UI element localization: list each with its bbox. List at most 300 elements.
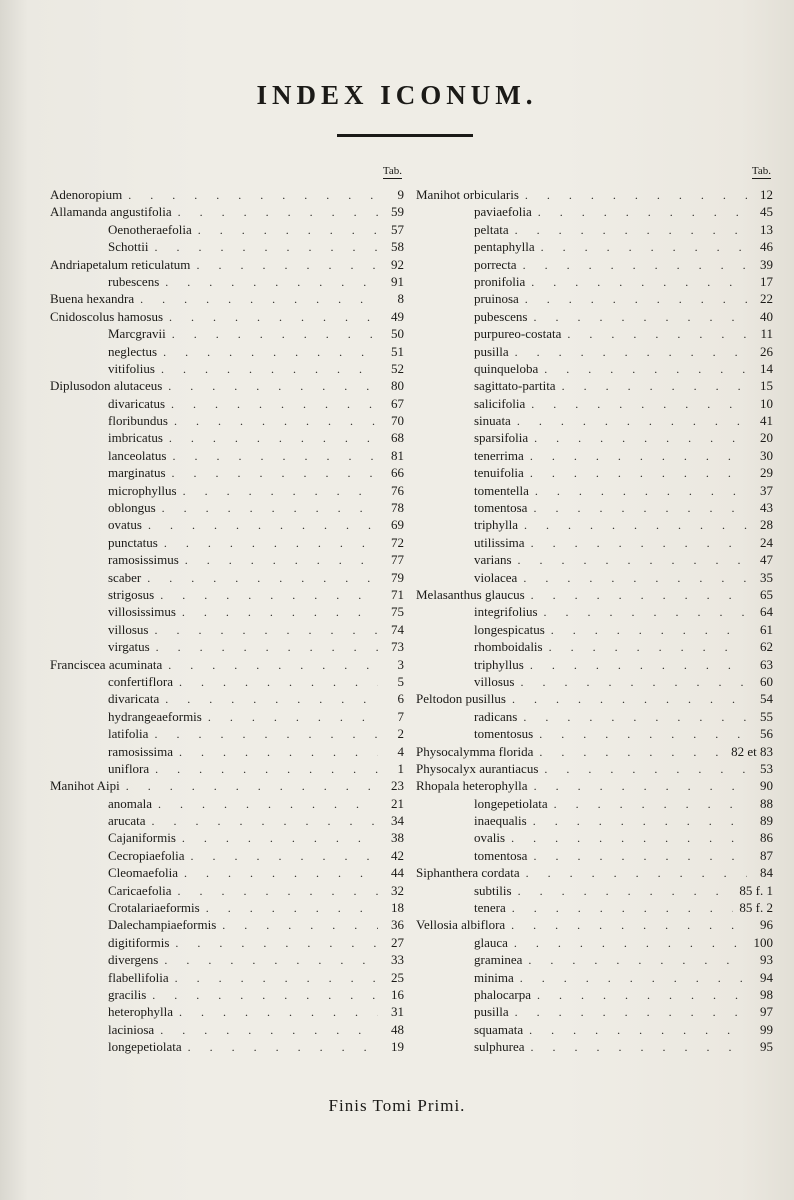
index-entry	[416, 482, 773, 499]
plate-number: 14	[760, 360, 773, 376]
plate-number: 96	[760, 917, 773, 933]
index-entry	[50, 534, 404, 551]
dot-leader	[533, 309, 747, 326]
plate-number: 31	[391, 1004, 404, 1020]
plate-number: 71	[391, 586, 404, 602]
plate-number: 91	[391, 273, 404, 289]
dot-leader	[160, 587, 378, 604]
index-entry	[50, 760, 404, 777]
plate-number: 34	[391, 813, 404, 829]
index-entry	[416, 464, 773, 481]
species-name: heterophylla	[108, 1004, 173, 1020]
plate-number: 26	[760, 343, 773, 359]
dot-leader	[154, 726, 378, 743]
index-entry	[50, 708, 404, 725]
dot-leader	[179, 1004, 378, 1021]
plate-number: 67	[391, 395, 404, 411]
plate-number: 87	[760, 847, 773, 863]
species-name: Oenotheraefolia	[108, 221, 192, 237]
plate-number: 3	[397, 656, 404, 672]
index-entry	[50, 308, 404, 325]
dot-leader	[165, 691, 378, 708]
dot-leader	[531, 396, 747, 413]
dot-leader	[533, 813, 747, 830]
dot-leader	[562, 378, 747, 395]
dot-leader	[524, 517, 747, 534]
index-entry	[50, 777, 404, 794]
species-name: ovalis	[474, 830, 506, 846]
dot-leader	[551, 622, 747, 639]
species-name: tomentosa	[474, 847, 528, 863]
dot-leader	[206, 900, 378, 917]
species-name: Siphanthera cordata	[416, 865, 520, 881]
plate-number: 76	[391, 482, 404, 498]
index-entry	[416, 186, 773, 203]
dot-leader	[169, 430, 378, 447]
species-name: Cleomaefolia	[108, 865, 179, 881]
species-name: peltata	[474, 221, 509, 237]
species-name: integrifolius	[474, 604, 538, 620]
plate-number: 97	[760, 1004, 773, 1020]
plate-number: 70	[391, 413, 404, 429]
plate-number: 30	[760, 447, 773, 463]
plate-number: 93	[760, 952, 773, 968]
plate-number: 77	[391, 552, 404, 568]
species-name: sparsifolia	[474, 430, 529, 446]
index-entry	[416, 673, 773, 690]
dot-leader	[544, 604, 747, 621]
plate-number: 20	[760, 430, 773, 446]
dot-leader	[161, 361, 378, 378]
dot-leader	[163, 344, 378, 361]
plate-number: 60	[760, 673, 773, 689]
index-entry	[50, 325, 404, 342]
species-name: arucata	[108, 813, 146, 829]
dot-leader	[535, 483, 747, 500]
species-name: uniflora	[108, 760, 150, 776]
dot-leader	[222, 917, 378, 934]
plate-number: 2	[397, 726, 404, 742]
plate-number: 72	[391, 534, 404, 550]
species-name: marginatus	[108, 465, 166, 481]
index-entry	[50, 412, 404, 429]
dot-leader	[526, 865, 747, 882]
species-name: salicifolia	[474, 395, 526, 411]
index-entry	[50, 586, 404, 603]
species-name: Melasanthus glaucus	[416, 586, 525, 602]
index-entry	[416, 847, 773, 864]
dot-leader	[544, 361, 747, 378]
species-name: ovatus	[108, 517, 142, 533]
dot-leader	[169, 309, 378, 326]
dot-leader	[520, 970, 747, 987]
plate-number: 40	[760, 308, 773, 324]
dot-leader	[518, 552, 747, 569]
index-entry	[416, 621, 773, 638]
dot-leader	[512, 691, 747, 708]
plate-number: 94	[760, 969, 773, 985]
dot-leader	[152, 987, 378, 1004]
species-name: varians	[474, 552, 512, 568]
dot-leader	[182, 604, 378, 621]
dot-leader	[514, 935, 747, 952]
species-name: Crotalariaeformis	[108, 900, 200, 916]
dot-leader	[172, 465, 378, 482]
species-name: Peltodon pusillus	[416, 691, 506, 707]
species-name: Cnidoscolus hamosus	[50, 308, 164, 324]
plate-number: 39	[760, 256, 773, 272]
index-entry	[416, 638, 773, 655]
index-entry	[50, 743, 404, 760]
dot-leader	[178, 204, 378, 221]
species-name: anomala	[108, 795, 153, 811]
species-name: triphylla	[474, 517, 519, 533]
plate-number: 35	[760, 569, 773, 585]
dot-leader	[531, 587, 747, 604]
dot-leader	[512, 900, 734, 917]
dot-leader	[520, 674, 747, 691]
index-entry	[50, 864, 404, 881]
plate-number: 9	[397, 187, 404, 202]
index-entry	[50, 203, 404, 220]
dot-leader	[174, 413, 378, 430]
plate-number: 15	[760, 378, 773, 394]
index-entry	[50, 482, 404, 499]
dot-leader	[530, 448, 747, 465]
dot-leader	[165, 274, 378, 291]
dot-leader	[198, 222, 378, 239]
dot-leader	[183, 483, 378, 500]
species-name: tomentella	[474, 482, 529, 498]
plate-number: 85 f. 2	[739, 900, 773, 916]
dot-leader	[182, 830, 378, 847]
species-name: Diplusodon alutaceus	[50, 378, 163, 394]
plate-number: 98	[760, 986, 773, 1002]
plate-number: 42	[391, 847, 404, 863]
dot-leader	[518, 883, 734, 900]
dot-leader	[168, 657, 378, 674]
species-name: Buena hexandra	[50, 291, 135, 307]
species-name: sulphurea	[474, 1039, 525, 1055]
index-entry	[50, 603, 404, 620]
dot-leader	[155, 761, 378, 778]
species-name: paviaefolia	[474, 204, 532, 220]
species-name: longepetiolata	[108, 1039, 182, 1055]
species-name: longespicatus	[474, 621, 545, 637]
species-name: sagittato-partita	[474, 378, 556, 394]
species-name: phalocarpa	[474, 986, 532, 1002]
plate-number: 57	[391, 221, 404, 237]
plate-number: 52	[391, 360, 404, 376]
plate-number: 88	[760, 795, 773, 811]
index-entry	[50, 343, 404, 360]
index-entry	[50, 499, 404, 516]
species-name: pubescens	[474, 308, 528, 324]
species-name: confertiflora	[108, 673, 173, 689]
index-entry	[50, 795, 404, 812]
dot-leader	[511, 917, 747, 934]
plate-number: 6	[397, 691, 404, 707]
plate-number: 48	[391, 1021, 404, 1037]
index-entry	[416, 603, 773, 620]
index-entry	[416, 499, 773, 516]
index-entry	[50, 673, 404, 690]
plate-number: 27	[391, 934, 404, 950]
dot-leader	[531, 535, 747, 552]
plate-number: 4	[397, 743, 404, 759]
dot-leader	[188, 1039, 378, 1056]
index-entry	[416, 916, 773, 933]
dot-leader	[515, 1004, 747, 1021]
tab-label: Tab.	[751, 165, 771, 177]
species-name: Allamanda angustifolia	[50, 204, 172, 220]
species-name: minima	[474, 969, 514, 985]
dot-leader	[168, 378, 378, 395]
index-entry	[416, 273, 773, 290]
index-entry	[416, 708, 773, 725]
index-entry	[50, 847, 404, 864]
plate-number: 23	[391, 778, 404, 794]
plate-number: 66	[391, 465, 404, 481]
index-entry	[50, 273, 404, 290]
index-entry	[416, 256, 773, 273]
index-entry	[416, 777, 773, 794]
dot-leader	[162, 500, 378, 517]
index-entry	[416, 221, 773, 238]
plate-number: 81	[391, 447, 404, 463]
index-entry	[50, 638, 404, 655]
species-name: pentaphylla	[474, 239, 535, 255]
plate-number: 41	[760, 413, 773, 429]
index-entry	[416, 986, 773, 1003]
dot-leader	[511, 830, 747, 847]
index-entry	[50, 395, 404, 412]
plate-number: 12	[760, 187, 773, 202]
plate-number: 50	[391, 326, 404, 342]
dot-leader	[531, 274, 747, 291]
dot-leader	[534, 778, 747, 795]
species-name: villosissimus	[108, 604, 176, 620]
plate-number: 73	[391, 639, 404, 655]
index-entry	[416, 551, 773, 568]
dot-leader	[148, 517, 378, 534]
index-entry	[50, 551, 404, 568]
index-entry	[416, 760, 773, 777]
species-name: digitiformis	[108, 934, 170, 950]
index-entry	[416, 377, 773, 394]
index-entry	[50, 969, 404, 986]
species-name: villosus	[474, 673, 515, 689]
plate-number: 25	[391, 969, 404, 985]
species-name: floribundus	[108, 413, 168, 429]
species-name: strigosus	[108, 586, 155, 602]
dot-leader	[530, 465, 747, 482]
index-entry	[416, 534, 773, 551]
dot-leader	[530, 657, 747, 674]
plate-number: 92	[391, 256, 404, 272]
plate-number: 1	[397, 760, 404, 776]
species-name: purpureo-costata	[474, 326, 562, 342]
plate-number: 86	[760, 830, 773, 846]
index-entry	[50, 986, 404, 1003]
index-entry	[416, 934, 773, 951]
plate-number: 100	[753, 934, 773, 950]
dot-leader	[178, 883, 378, 900]
species-name: vitifolius	[108, 360, 155, 376]
index-entry	[416, 951, 773, 968]
species-name: porrecta	[474, 256, 517, 272]
plate-number: 24	[760, 534, 773, 550]
plate-number: 11	[760, 326, 773, 342]
index-entry	[416, 308, 773, 325]
plate-number: 64	[760, 604, 773, 620]
species-name: violacea	[474, 569, 518, 585]
species-name: ramosissima	[108, 743, 173, 759]
dot-leader	[515, 344, 747, 361]
dot-leader	[523, 709, 747, 726]
index-entry	[50, 516, 404, 533]
species-name: graminea	[474, 952, 523, 968]
dot-leader	[171, 396, 378, 413]
dot-leader	[549, 639, 747, 656]
species-name: latifolia	[108, 726, 149, 742]
dot-leader	[179, 744, 378, 761]
index-entry	[416, 1003, 773, 1020]
species-name: pruinosa	[474, 291, 519, 307]
species-name: Schottii	[108, 239, 149, 255]
index-entry	[416, 203, 773, 220]
index-entry	[416, 1021, 773, 1038]
index-entry	[416, 447, 773, 464]
index-entry	[50, 377, 404, 394]
dot-leader	[525, 291, 747, 308]
index-entry	[50, 882, 404, 899]
plate-number: 78	[391, 500, 404, 516]
plate-number: 36	[391, 917, 404, 933]
dot-leader	[567, 326, 747, 343]
dot-leader	[164, 952, 378, 969]
index-entry	[50, 1003, 404, 1020]
index-entry	[416, 325, 773, 342]
species-name: Caricaefolia	[108, 882, 172, 898]
species-name: Cecropiaefolia	[108, 847, 185, 863]
plate-number: 10	[760, 395, 773, 411]
index-entry	[50, 1021, 404, 1038]
index-entry	[416, 1038, 773, 1055]
plate-number: 32	[391, 882, 404, 898]
index-entry	[416, 395, 773, 412]
index-entry	[50, 569, 404, 586]
plate-number: 49	[391, 308, 404, 324]
species-name: triphyllus	[474, 656, 524, 672]
species-name: pusilla	[474, 1004, 509, 1020]
plate-number: 5	[397, 673, 404, 689]
dot-leader	[541, 239, 747, 256]
species-name: Manihot Aipi	[50, 778, 120, 794]
index-entry	[416, 899, 773, 916]
dot-leader	[175, 970, 378, 987]
index-entry	[416, 812, 773, 829]
dot-leader	[172, 448, 378, 465]
plate-number: 18	[391, 900, 404, 916]
species-name: Rhopala heterophylla	[416, 778, 528, 794]
species-name: oblongus	[108, 500, 156, 516]
species-name: gracilis	[108, 986, 147, 1002]
plate-number: 62	[760, 639, 773, 655]
plate-number: 82 et 83	[731, 743, 773, 759]
species-name: squamata	[474, 1021, 524, 1037]
index-entry	[50, 829, 404, 846]
dot-leader	[140, 291, 378, 308]
index-entry	[50, 256, 404, 273]
plate-number: 63	[760, 656, 773, 672]
dot-leader	[154, 239, 378, 256]
dot-leader	[533, 848, 747, 865]
index-entry	[416, 429, 773, 446]
index-entry	[50, 238, 404, 255]
index-entry	[50, 690, 404, 707]
dot-leader	[175, 935, 378, 952]
dot-leader	[147, 570, 378, 587]
plate-number: 53	[760, 760, 773, 776]
index-entry	[416, 743, 773, 760]
dot-leader	[128, 187, 378, 204]
index-entry	[50, 951, 404, 968]
index-entry	[50, 812, 404, 829]
dot-leader	[185, 552, 378, 569]
plate-number: 38	[391, 830, 404, 846]
species-name: utilissima	[474, 534, 525, 550]
plate-number: 44	[391, 865, 404, 881]
plate-number: 47	[760, 552, 773, 568]
plate-number: 21	[391, 795, 404, 811]
species-name: virgatus	[108, 639, 150, 655]
species-name: imbricatus	[108, 430, 163, 446]
plate-number: 68	[391, 430, 404, 446]
plate-number: 8	[397, 291, 404, 307]
species-name: inaequalis	[474, 813, 527, 829]
index-entry	[50, 221, 404, 238]
index-entry	[416, 795, 773, 812]
species-name: hydrangeaeformis	[108, 708, 202, 724]
species-name: ramosissimus	[108, 552, 179, 568]
species-name: Vellosia albiflora	[416, 917, 506, 933]
dot-leader	[126, 778, 378, 795]
index-entry	[50, 1038, 404, 1055]
dot-leader	[196, 257, 378, 274]
dot-leader	[534, 430, 747, 447]
index-entry	[50, 899, 404, 916]
species-name: divaricatus	[108, 395, 166, 411]
species-name: Physocalyx aurantiacus	[416, 760, 539, 776]
species-name: sinuata	[474, 413, 511, 429]
species-name: pronifolia	[474, 273, 526, 289]
plate-number: 79	[391, 569, 404, 585]
index-entry	[50, 725, 404, 742]
dot-leader	[160, 1022, 378, 1039]
species-name: tenuifolia	[474, 465, 524, 481]
plate-number: 90	[760, 778, 773, 794]
plate-number: 85 f. 1	[739, 882, 773, 898]
species-name: tomentosus	[474, 726, 534, 742]
page-title: INDEX ICONUM.	[256, 80, 538, 110]
plate-number: 22	[760, 291, 773, 307]
index-entry	[50, 656, 404, 673]
species-name: quinqueloba	[474, 360, 539, 376]
plate-number: 69	[391, 517, 404, 533]
index-entry	[416, 343, 773, 360]
tab-column-header	[50, 164, 404, 186]
